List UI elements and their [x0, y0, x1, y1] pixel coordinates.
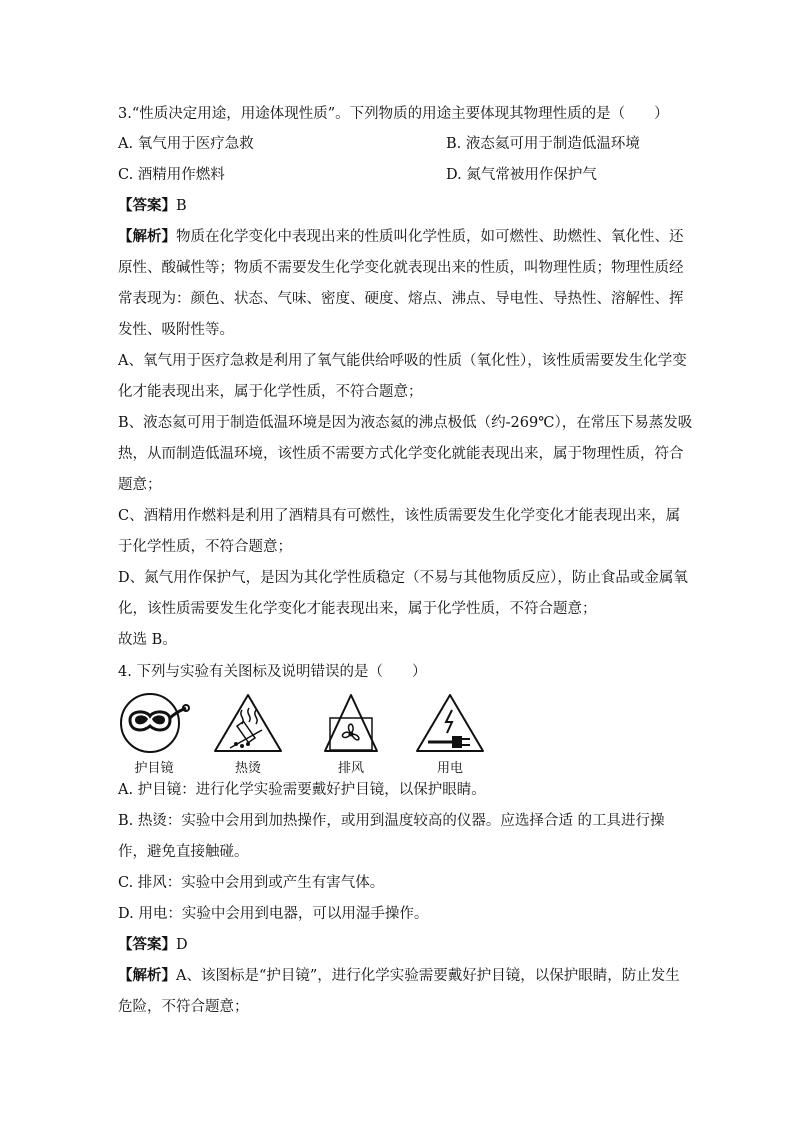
q3-option-a: A. 氧气用于医疗急救: [118, 136, 254, 152]
q3-analysis-line: 题意；: [118, 477, 162, 493]
exhaust-fan-icon: [320, 692, 382, 754]
q4-option-b: B. 热烫：实验中会用到加热操作，或用到温度较高的仪器。应选择合适 的工具进行操: [118, 813, 665, 829]
q3-stem: 3.“性质决定用途，用途体现性质”。下列物质的用途主要体现其物理性质的是（ ）: [118, 106, 669, 122]
icon-caption: 护目镜: [134, 761, 174, 776]
hot-surface-icon: [212, 692, 284, 754]
q3-answer: [118, 196, 187, 216]
analysis-text: A、该图标是“护目镜”，进行化学实验需要戴好护目镜，以保护眼睛，防止发生: [176, 968, 680, 984]
q4-answer: [118, 935, 188, 955]
q3-analysis-line: 化才能表现出来，属于化学性质，不符合题意；: [118, 384, 423, 400]
q3-analysis-line: 于化学性质，不符合题意；: [118, 539, 292, 555]
q4-option-a: A. 护目镜：进行化学实验需要戴好护目镜，以保护眼睛。: [118, 782, 486, 798]
q3-analysis-line: C、酒精用作燃料是利用了酒精具有可燃性，该性质需要发生化学变化才能表现出来，属: [118, 508, 681, 524]
answer-tag: 【答案】: [118, 936, 176, 953]
q3-analysis-line: 热，从而制造低温环境，该性质不需要方式化学变化就能表现出来，属于物理性质，符合: [118, 446, 684, 462]
q3-option-d: D. 氮气常被用作保护气: [446, 167, 597, 183]
analysis-text: 物质在化学变化中表现出来的性质叫化学性质，如可燃性、助燃性、氧化性、还: [176, 229, 684, 245]
q4-option-c: C. 排风：实验中会用到或产生有害气体。: [118, 875, 385, 891]
q3-analysis-line: [118, 227, 684, 247]
q3-analysis-line: 发性、吸附性等。: [118, 322, 234, 338]
answer-value: D: [176, 937, 188, 953]
electricity-icon: [414, 692, 486, 754]
q4-option-b-cont: 作，避免直接触碰。: [118, 844, 249, 860]
goggles-icon: [118, 692, 190, 754]
icon-caption: 排风: [337, 761, 364, 776]
q4-stem: 4. 下列与实验有关图标及说明错误的是（ ）: [118, 664, 427, 680]
q4-option-d: D. 用电：实验中会用到电器，可以用湿手操作。: [118, 906, 429, 922]
q3-analysis-line: 常表现为：颜色、状态、气味、密度、硬度、熔点、沸点、导电性、导热性、溶解性、挥: [118, 291, 684, 307]
icon-caption: 用电: [436, 761, 463, 776]
icon-caption: 热烫: [234, 761, 261, 776]
analysis-tag: 【解析】: [118, 967, 176, 984]
q3-analysis-line: 原性、酸碱性等；物质不需要发生化学变化就表现出来的性质，叫物理性质；物理性质经: [118, 260, 684, 276]
q4-analysis-line: [118, 966, 680, 986]
q4-analysis-line: 危险，不符合题意；: [118, 999, 249, 1015]
q3-analysis-line: B、液态氦可用于制造低温环境是因为液态氦的沸点极低（约-269℃），在常压下易蒸发吸: [118, 415, 693, 431]
analysis-tag: 【解析】: [118, 228, 176, 245]
q3-analysis-line: 化，该性质需要发生化学变化才能表现出来，属于化学性质，不符合题意；: [118, 601, 597, 617]
q3-analysis-line: D、氮气用作保护气，是因为其化学性质稳定（不易与其他物质反应），防止食品或金属氧: [118, 570, 688, 586]
q3-analysis-line: A、氧气用于医疗急救是利用了氧气能供给呼吸的性质（氧化性），该性质需要发生化学变: [118, 353, 687, 369]
q3-option-b: B. 液态氦可用于制造低温环境: [446, 136, 640, 152]
q3-analysis-line: 故选 B。: [118, 632, 177, 648]
answer-value: B: [176, 198, 187, 214]
answer-tag: 【答案】: [118, 197, 176, 214]
q3-option-c: C. 酒精用作燃料: [118, 167, 225, 183]
